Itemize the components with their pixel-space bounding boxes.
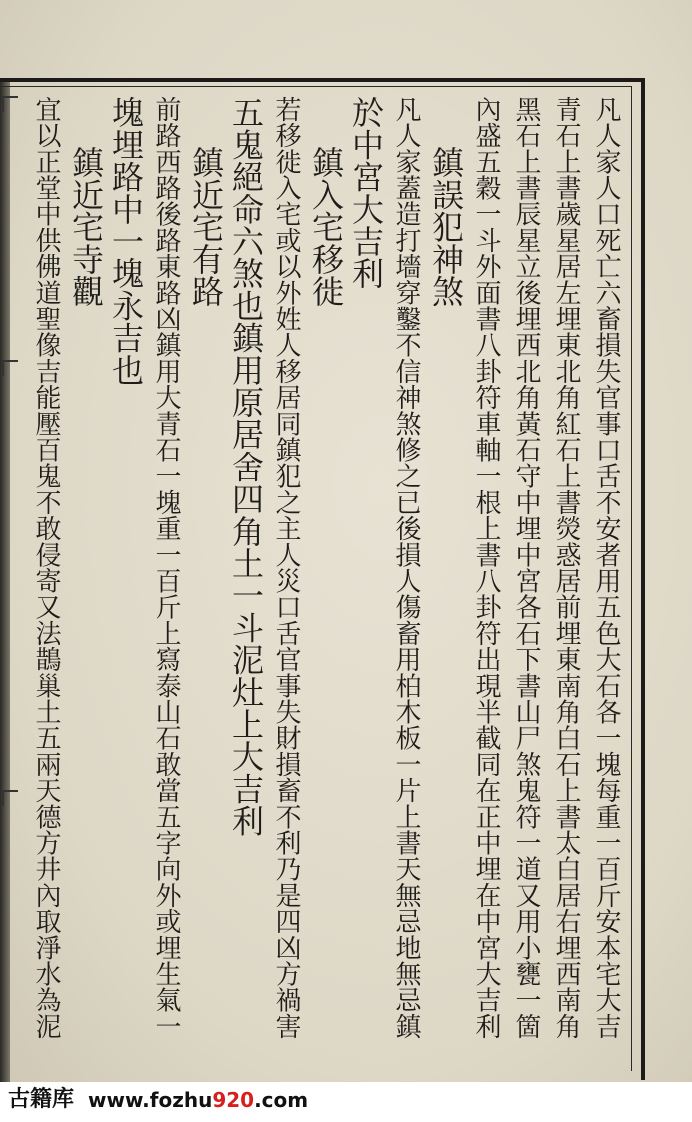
watermark-logo: 古籍库 xyxy=(8,1087,75,1112)
section-heading-3: 鎮近宅有路 xyxy=(187,146,225,307)
section-heading-2: 鎮入宅移徙 xyxy=(307,146,345,307)
section-heading-4: 鎮近宅寺觀 xyxy=(67,146,105,307)
text-column-7: 於中宮大吉利 xyxy=(347,96,385,290)
text-column-10: 五鬼絕命六煞也鎮用原居舍四角土一斗泥灶上大吉利 xyxy=(227,96,265,837)
spine-mark xyxy=(2,96,18,112)
url-prefix: www.fozhu xyxy=(88,1088,213,1112)
watermark-url[interactable] xyxy=(88,1085,308,1115)
url-suffix: .com xyxy=(254,1088,309,1112)
text-column-3: 黑石上書辰星立後埋西北角黃石守中埋中宮各石下書山尸煞鬼符一道又用小甕一箇 xyxy=(511,96,541,1040)
text-column-9: 若移徙入宅或以外姓人移居同鎮犯之主人災口舌官事失財損畜不利乃是四凶方禍害 xyxy=(271,96,301,1040)
text-column-2: 青石上書歲星居左埋東北角紅石上書熒惑居前埋東南角白石上書太白居右埋西南角 xyxy=(551,96,581,1040)
url-accent: 920 xyxy=(212,1088,255,1112)
text-column-12: 前路西路後路東路凶鎮用大青石一塊重一百斤上寫泰山石敢當五字向外或埋生氣一 xyxy=(151,96,181,1040)
spine-mark xyxy=(2,790,18,806)
text-column-15: 宜以正堂中供佛道聖像吉能壓百鬼不敢侵寄又法鵲巢土五兩天德方井內取淨水為泥 xyxy=(31,96,61,1040)
text-column-13: 塊埋路中一塊永吉也 xyxy=(107,96,145,386)
section-heading-1: 鎮誤犯神煞 xyxy=(427,146,465,307)
text-column-6: 凡人家蓋造打墻穿鑿不信神煞修之已後損人傷畜用柏木板一片上書天無忌地無忌鎮 xyxy=(391,96,421,1040)
text-column-4: 內盛五穀一斗外面書八卦符車軸一根上書八卦符出現半截同在正中埋在中宮大吉利 xyxy=(471,96,501,1040)
spine-mark xyxy=(2,360,18,376)
text-column-1: 凡人家人口死亡六畜損失官事口舌不安者用五色大石各一塊每重一百斤安本宅大吉 xyxy=(591,96,621,1040)
